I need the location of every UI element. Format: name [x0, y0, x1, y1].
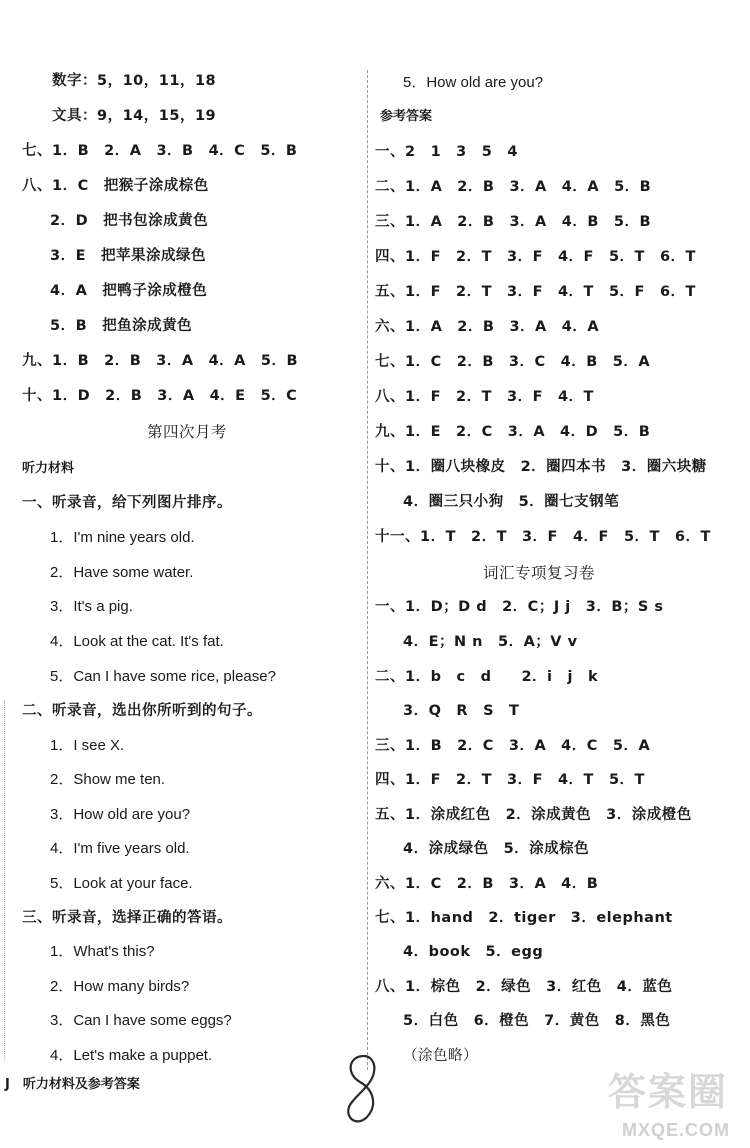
answer-line-stationery: 文具：9，14，15，19 — [52, 108, 217, 124]
answer-2: 二、1．A 2．B 3．A 4．A 5．B — [375, 179, 652, 195]
part3-item-4: 4．Let's make a puppet. — [50, 1047, 213, 1064]
part1-item-2: 2．Have some water. — [50, 564, 194, 581]
answer-line-10: 十、1．D 2．B 3．A 4．E 5．C — [22, 388, 298, 404]
answer-11: 十一、1．T 2．T 3．F 4．F 5．T 6．T — [375, 529, 711, 545]
answer-line-8-3: 3．E 把苹果涂成绿色 — [50, 248, 206, 264]
part2-heading: 二、听录音，选出你所听到的句子。 — [22, 703, 262, 719]
answer-line-numbers: 数字：5，10，11，18 — [52, 73, 217, 89]
answer-10-1: 十、1．圈八块橡皮 2．圈四本书 3．圈六块糖 — [375, 459, 707, 475]
part3-item-1: 1．What's this? — [50, 943, 155, 960]
answer-7: 七、1．C 2．B 3．C 4．B 5．A — [375, 354, 651, 370]
section-title-fourth-monthly-test: 第四次月考 — [147, 423, 228, 441]
answer-line-8-4: 4．A 把鸭子涂成橙色 — [50, 283, 208, 299]
answer-1: 一、2 1 3 5 4 — [375, 144, 518, 160]
answer-10-2: 4．圈三只小狗 5．圈七支钢笔 — [403, 494, 620, 510]
part2-item-2: 2．Show me ten. — [50, 771, 166, 788]
answer-6: 六、1．A 2．B 3．A 4．A — [375, 319, 600, 335]
answer-8: 八、1．F 2．T 3．F 4．T — [375, 389, 594, 405]
handwritten-eight-icon — [338, 1050, 388, 1130]
watermark-logo — [600, 1070, 745, 1145]
right-column — [375, 0, 715, 1148]
part2-item-1: 1．I see X. — [50, 737, 125, 754]
part3-item-5: 5．How old are you? — [403, 74, 544, 91]
answer-5: 五、1．F 2．T 3．F 4．T 5．F 6．T — [375, 284, 696, 300]
part3-item-3: 3．Can I have some eggs? — [50, 1012, 232, 1029]
answer-line-8-1: 八、1．C 把猴子涂成棕色 — [22, 178, 209, 194]
part2-item-4: 4．I'm five years old. — [50, 840, 190, 857]
part1-item-4: 4．Look at the cat. It's fat. — [50, 633, 224, 650]
answer-line-8-5: 5．B 把鱼涂成黄色 — [50, 318, 193, 334]
answer-4: 四、1．F 2．T 3．F 4．F 5．T 6．T — [375, 249, 696, 265]
margin-dotted-line — [4, 700, 5, 1060]
answer-line-8-2: 2．D 把书包涂成黄色 — [50, 213, 209, 229]
answers-heading: 参考答案 — [380, 109, 433, 124]
vocab-answer-8-2: 5．白色 6．橙色 7．黄色 8．黑色 — [403, 1013, 671, 1029]
part1-heading: 一、听录音，给下列图片排序。 — [22, 495, 232, 511]
column-divider — [367, 70, 368, 1070]
left-column — [22, 0, 362, 1148]
vocab-answer-2-1: 二、1．b c d 2．i j k — [375, 669, 599, 685]
answer-line-9: 九、1．B 2．B 3．A 4．A 5．B — [22, 353, 299, 369]
vocab-answer-1-2: 4．E；N n 5．A；V v — [403, 634, 578, 650]
vocab-answer-7-2: 4．book 5．egg — [403, 944, 544, 960]
answer-9: 九、1．E 2．C 3．A 4．D 5．B — [375, 424, 651, 440]
part2-item-5: 5．Look at your face. — [50, 875, 193, 892]
part1-item-3: 3．It's a pig. — [50, 598, 133, 615]
part2-item-3: 3．How old are you? — [50, 806, 191, 823]
part1-item-1: 1．I'm nine years old. — [50, 529, 195, 546]
vocab-answer-8-1: 八、1．棕色 2．绿色 3．红色 4．蓝色 — [375, 979, 673, 995]
section-title-vocab-review: 词汇专项复习卷 — [483, 564, 596, 582]
vocab-answer-7-1: 七、1．hand 2．tiger 3．elephant — [375, 910, 673, 926]
answer-3: 三、1．A 2．B 3．A 4．B 5．B — [375, 214, 652, 230]
vocab-answer-3: 三、1．B 2．C 3．A 4．C 5．A — [375, 738, 651, 754]
watermark-site-text: MXQE.COM — [622, 1120, 731, 1140]
part3-item-2: 2．How many birds? — [50, 978, 190, 995]
vocab-answer-5-2: 4．涂成绿色 5．涂成棕色 — [403, 841, 590, 857]
listening-heading: 听力材料 — [22, 461, 75, 476]
part3-heading: 三、听录音，选择正确的答语。 — [22, 910, 232, 926]
vocab-answer-2-2: 3．Q R S T — [403, 703, 520, 719]
watermark-main-text: 答案圈 — [608, 1070, 729, 1114]
vocab-answer-5-1: 五、1．涂成红色 2．涂成黄色 3．涂成橙色 — [375, 807, 692, 823]
footer-label: J 听力材料及参考答案 — [5, 1077, 140, 1092]
handwritten-page-number — [338, 1050, 388, 1130]
vocab-answer-1-1: 一、1．D；D d 2．C；J j 3．B；S s — [375, 599, 664, 615]
answer-line-7: 七、1．B 2．A 3．B 4．C 5．B — [22, 143, 298, 159]
vocab-answer-6: 六、1．C 2．B 3．A 4．B — [375, 876, 599, 892]
vocab-answer-4: 四、1．F 2．T 3．F 4．T 5．T — [375, 772, 645, 788]
vocab-answer-8-note: （涂色略） — [403, 1048, 478, 1064]
part1-item-5: 5．Can I have some rice, please? — [50, 668, 276, 685]
